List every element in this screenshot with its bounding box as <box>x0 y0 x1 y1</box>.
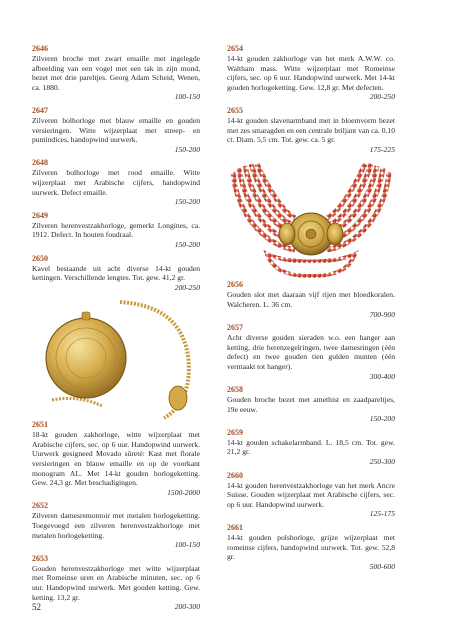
lot-2646 <box>32 44 200 102</box>
lot-estimate: 300-400 <box>369 371 395 381</box>
lot-2658 <box>227 385 395 424</box>
lot-estimate: 250-300 <box>369 457 395 467</box>
lot-2661 <box>227 523 395 571</box>
lot-number: 2651 <box>32 420 48 430</box>
lot-number: 2658 <box>227 385 243 395</box>
lot-estimate: 100-150 <box>174 540 200 550</box>
lot-number: 2654 <box>227 44 243 53</box>
lot-number: 2652 <box>32 501 48 511</box>
lot-number: 2648 <box>32 158 48 168</box>
lot-number: 2661 <box>227 523 243 533</box>
coral-necklace-image <box>227 158 395 280</box>
coral-necklace-photo <box>227 158 395 280</box>
left-column <box>32 44 200 616</box>
lot-description: Gouden herenvestzakhorloge met witte wijzerplaat met Romeinse uren en Arabische minuten, sec. op 6 uur. Handopwind uurwerk. Met gouden ketting. Gew. ketting. 13,2 gr. <box>32 563 200 602</box>
lot-description: Gouden slot met daaraan vijf rijen met bloedkoralen. Walcheren. L. 36 cm. <box>227 290 395 309</box>
right-column <box>227 44 395 575</box>
lot-description: Zilveren broche met zwart emaille met ingelegde afbeelding van een vogel met een tak in zijn mond, bezet met drie pareltjes. Georg Adam Scheid, Wenen, ca. 1880. <box>32 54 200 92</box>
lot-2652 <box>32 501 200 549</box>
lot-description: Zilveren bolhorloge met rood emaille. Witte wijzerplaat met Arabische cijfers, handopwind uurwerk. Defect emaille. <box>32 168 200 197</box>
lot-description: Zilveren bolhorloge met blauw emaille en gouden versieringen. Witte wijzerplaat met streep- en puntindices, handopwind uurwerk. <box>32 115 200 145</box>
lot-number: 2653 <box>32 553 48 563</box>
lot-estimate: 150-200 <box>174 144 200 154</box>
lot-description: Kavel bestaande uit acht diverse 14-kt gouden kettingen. Verschillende lengtes. Tot. gew. 41,2 gr. <box>32 263 200 283</box>
lot-estimate: 200-250 <box>174 282 200 292</box>
pocket-watch-photo <box>32 296 200 420</box>
lot-estimate: 500-600 <box>369 561 395 571</box>
lot-2655 <box>227 106 395 154</box>
lot-2648 <box>32 158 200 206</box>
lot-estimate: 150-200 <box>369 414 395 424</box>
lot-description: Zilveren herenvestzakhorloge, gemerkt Longines, ca. 1912. Defect. In houten foudraal. <box>32 220 200 240</box>
lot-2653 <box>32 554 200 612</box>
lot-2647 <box>32 106 200 154</box>
lot-estimate: 175-225 <box>369 144 395 154</box>
lot-number: 2659 <box>227 427 243 437</box>
lot-2649 <box>32 211 200 250</box>
lot-estimate: 200-300 <box>174 602 200 612</box>
lot-number: 2655 <box>227 105 243 115</box>
right-lots-bottom <box>227 280 395 571</box>
lot-2656 <box>227 280 395 319</box>
lot-2654 <box>227 44 395 102</box>
lot-estimate: 100-150 <box>174 92 200 102</box>
lot-2657 <box>227 323 395 381</box>
pocket-watch-image <box>32 296 200 420</box>
lot-description: Zilveren damesremontoir met metalen horlogeketting. Toegevoegd een zilveren herenvestzakhorloge met metalen horlogeketting. <box>32 511 200 540</box>
lot-description: 18-kt gouden zakhorloge, witte wijzerplaat met Arabische cijfers, sec. op 6 uur. Handopwind uurwerk. Uurwerk gesigneed Movado sûreté: Kast met florale versieringen en blauw emaille en op de voorkant monogram AL. Met 14-kt gouden horlogeketting. Gew. 24,3 gr. Met beschadigingen. <box>32 430 200 488</box>
lot-2660 <box>227 471 395 519</box>
lot-number: 2647 <box>32 105 48 115</box>
lot-estimate: 1500-2000 <box>167 487 200 497</box>
lot-2651 <box>32 420 200 497</box>
lot-estimate: 125-175 <box>369 509 395 519</box>
lot-description: 14-kt gouden polshorloge, grijze wijzerplaat met romeinse cijfers, handopwind uurwerk. Tot. gew. 52,8 gr. <box>227 533 395 562</box>
lot-number: 2650 <box>32 253 48 263</box>
lot-description: 14-kt gouden zakhorloge van het merk A.W.W. co. Waltham mass. Witte wijzerplaat met Romeinse cijfers, sec. op 6 uur. Handopwind uurwerk. Met 14-kt gouden horlogeketting. Gew. 12,8 gr. Met defecten. <box>227 54 395 92</box>
lot-number: 2657 <box>227 323 243 333</box>
lot-2650 <box>32 254 200 293</box>
lot-description: 14-kt gouden slavenarmband met in bloemvorm bezet met zes smaragden en een centrale briljant van ca. 0.10 ct. Diam. 5,5 cm. Tot. gew. ca. 5 gr. <box>227 115 395 145</box>
lot-estimate: 150-200 <box>174 197 200 207</box>
lot-estimate: 150-200 <box>174 239 200 249</box>
lot-description: 14-kt gouden schakelarmband. L. 18,5 cm. Tot. gew. 21,2 gr. <box>227 437 395 457</box>
left-lots-top <box>32 44 200 292</box>
lot-number: 2656 <box>227 280 243 290</box>
lot-description: 14-kt gouden herenvestzakhorloge van het merk Ancre Suisse. Gouden wijzerplaat met Arabische cijfers, sec. op 6 uur. Handopwind uurwerk. <box>227 480 395 509</box>
page-number: 52 <box>32 602 41 612</box>
left-lots-bottom <box>32 420 200 612</box>
lot-description: Acht diverse gouden sieraden w.o. een hanger aan ketting, drie herenzegelringen, twee damesringen (één defect) en twee gouden tien gulden munten (één vermaakt tot hanger). <box>227 333 395 371</box>
lot-number: 2649 <box>32 210 48 220</box>
lot-estimate: 700-900 <box>369 309 395 319</box>
lot-number: 2660 <box>227 470 243 480</box>
lot-2659 <box>227 428 395 467</box>
lot-number: 2646 <box>32 44 48 53</box>
right-lots-top <box>227 44 395 154</box>
lot-estimate: 200-250 <box>369 92 395 102</box>
lot-description: Gouden broche bezet met amethist en zaadpareltjes, 19e eeuw. <box>227 395 395 414</box>
